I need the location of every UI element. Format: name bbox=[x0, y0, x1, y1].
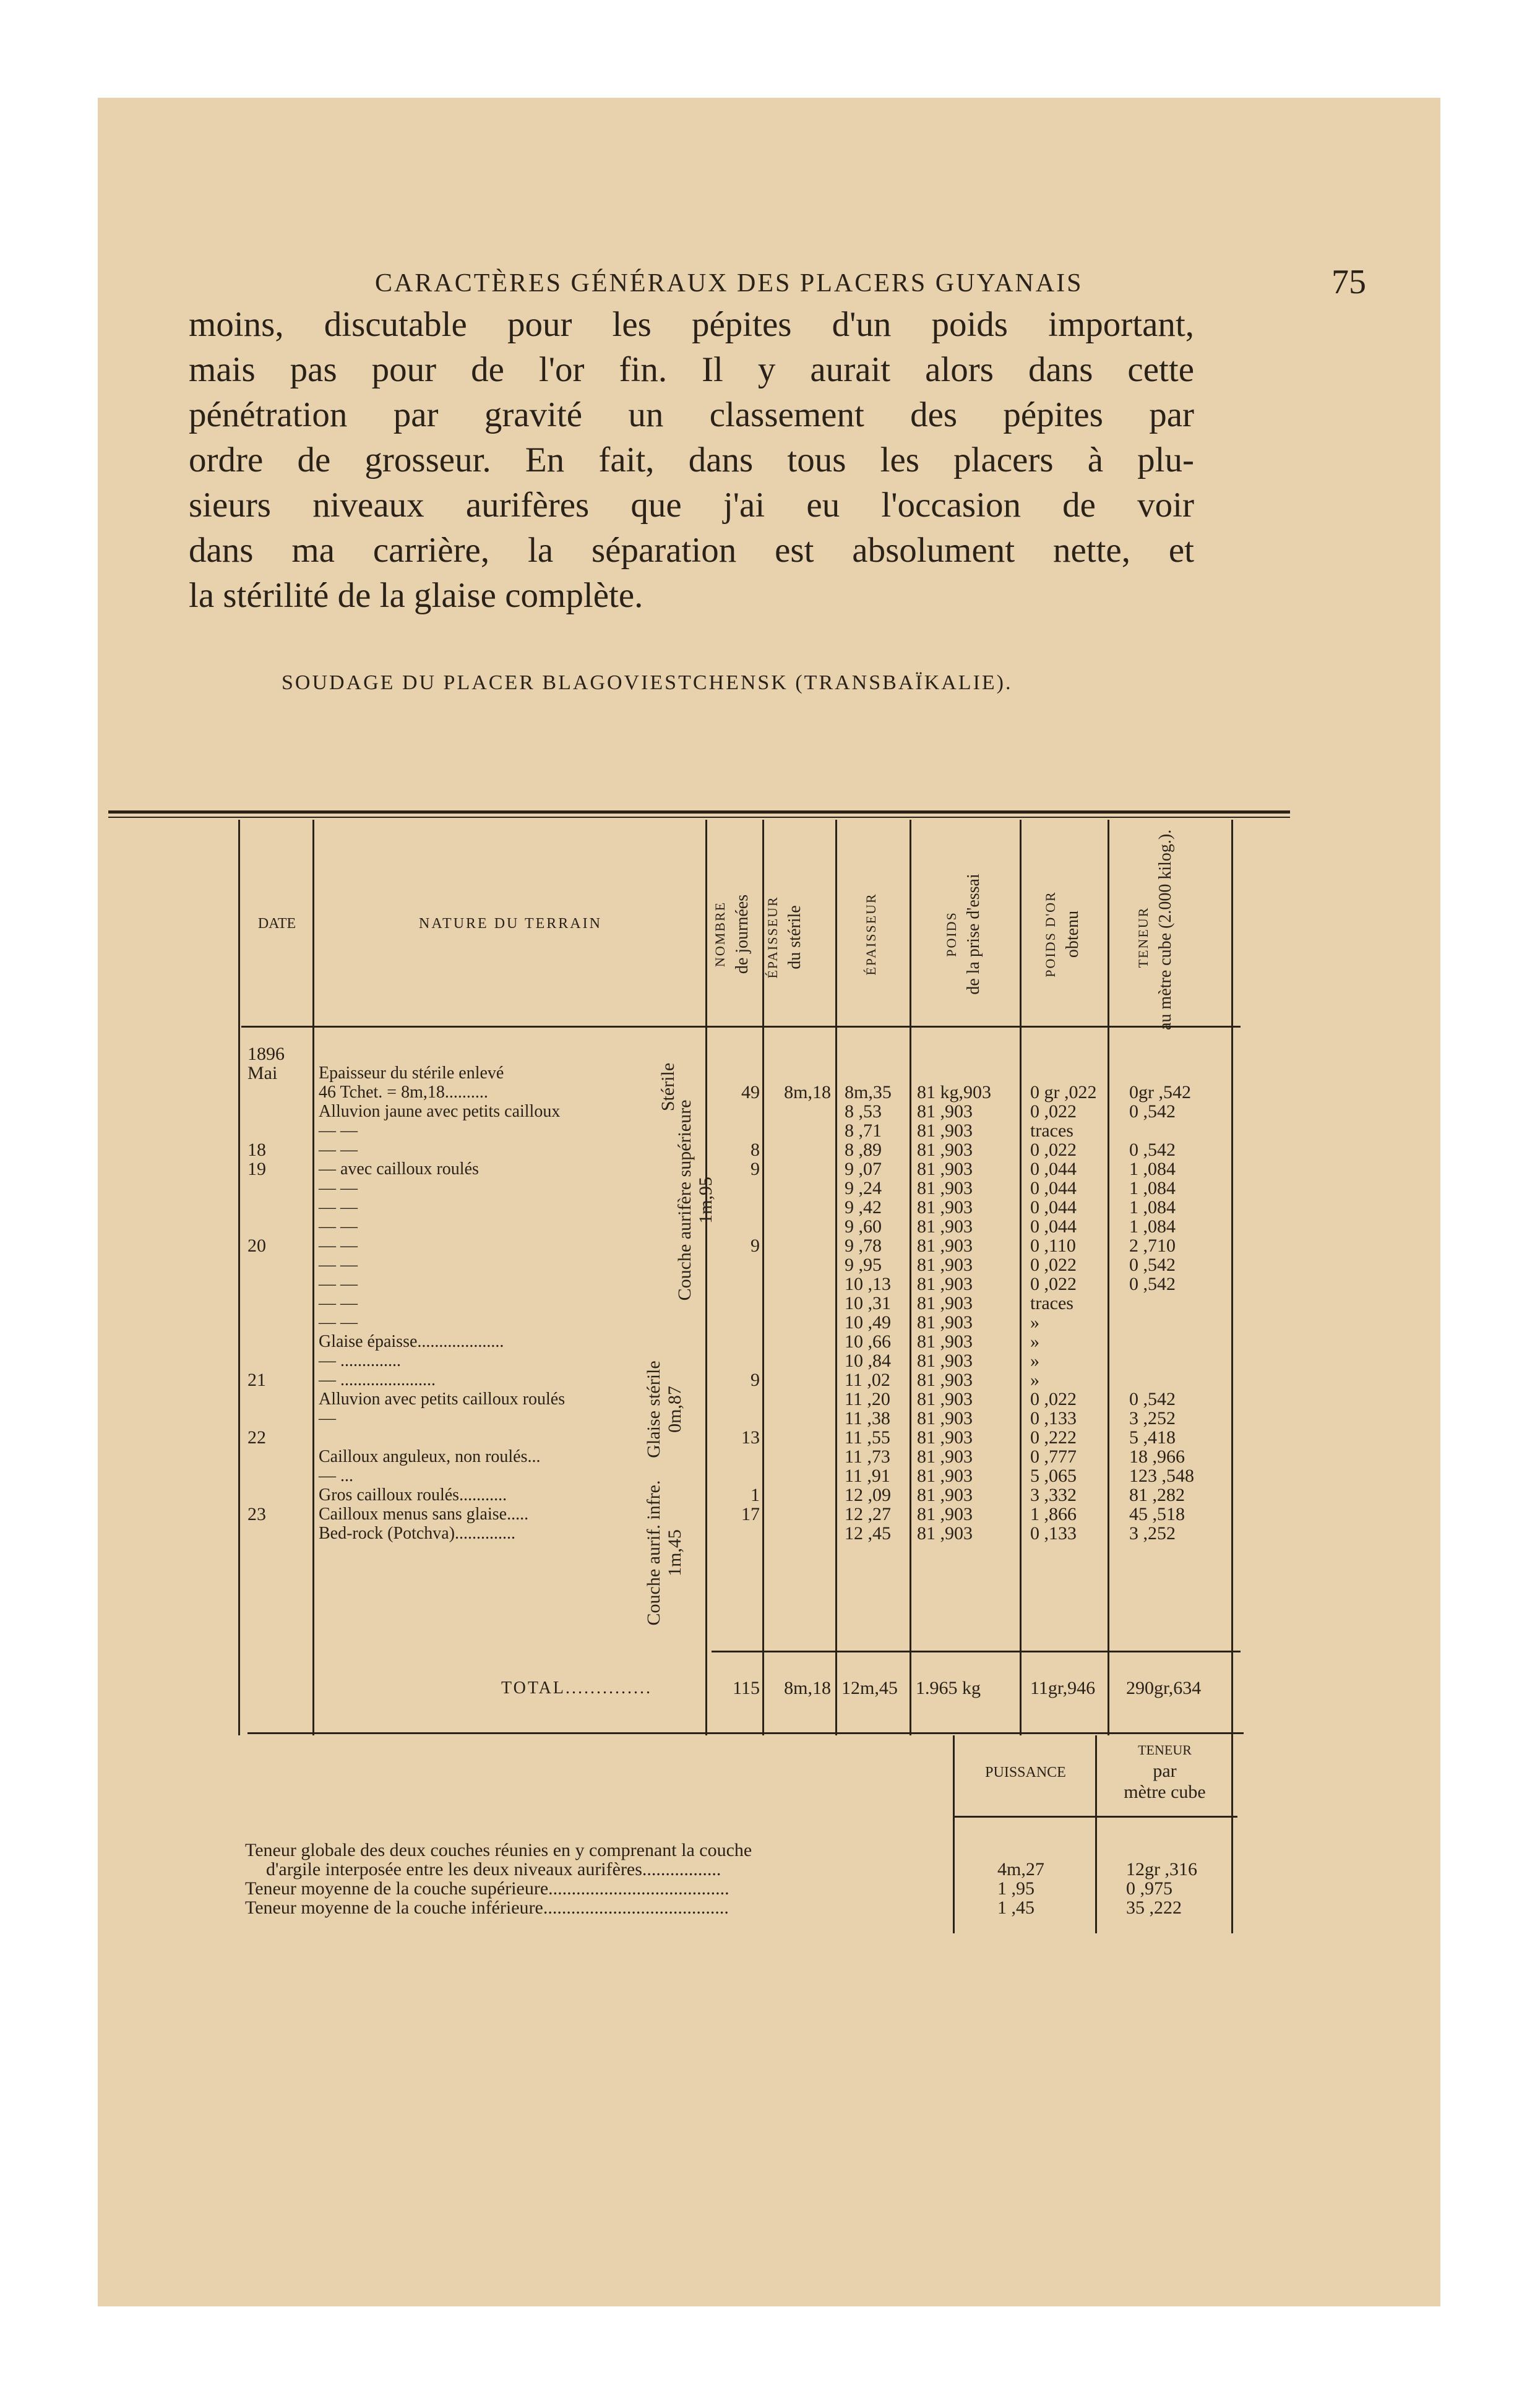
cell-teneur: 1 ,084 bbox=[1129, 1197, 1176, 1218]
cell-teneur: 2 ,710 bbox=[1129, 1235, 1176, 1256]
cell-poids: 81 ,903 bbox=[917, 1255, 973, 1275]
summary-puissance: 1 ,45 bbox=[997, 1897, 1035, 1918]
cell-poids: 81 ,903 bbox=[917, 1312, 973, 1333]
cell-nature: — — bbox=[319, 1217, 358, 1236]
cell-epaisseur: 8m,35 bbox=[845, 1082, 892, 1102]
cell-nature: — — bbox=[319, 1294, 358, 1313]
summary-label: Teneur moyenne de la couche inférieure........................................ bbox=[245, 1897, 729, 1918]
total-journees: 115 bbox=[733, 1678, 760, 1698]
cell-or: 0 ,022 bbox=[1030, 1255, 1077, 1275]
cell-poids: 81 kg,903 bbox=[917, 1082, 991, 1102]
col-header-nature: NATURE DU TERRAIN bbox=[419, 916, 602, 932]
cell-or: 3 ,332 bbox=[1030, 1485, 1077, 1505]
cell-epaisseur: 11 ,38 bbox=[845, 1408, 890, 1429]
cell-epaisseur: 10 ,31 bbox=[845, 1293, 891, 1313]
brace-label-sterile: Stérile bbox=[658, 1062, 678, 1112]
cell-poids: 81 ,903 bbox=[917, 1235, 973, 1256]
cell-journees: 49 bbox=[741, 1082, 760, 1102]
cell-or: 0 ,022 bbox=[1030, 1274, 1077, 1294]
cell-epaisseur: 12 ,45 bbox=[845, 1523, 891, 1544]
cell-teneur: 18 ,966 bbox=[1129, 1446, 1185, 1467]
cell-nature: — — bbox=[319, 1274, 358, 1294]
col-divider bbox=[238, 820, 240, 1735]
cell-date: 21 bbox=[247, 1370, 266, 1390]
cell-nature: — bbox=[319, 1409, 336, 1428]
page-header bbox=[364, 262, 1379, 306]
col-header-poids: POIDS de la prise d'essai bbox=[944, 874, 983, 995]
cell-epaisseur: 10 ,66 bbox=[845, 1331, 891, 1352]
cell-epaisseur: 12 ,27 bbox=[845, 1504, 891, 1524]
cell-or: » bbox=[1030, 1312, 1039, 1333]
cell-poids: 81 ,903 bbox=[917, 1427, 973, 1448]
total-sterile: 8m,18 bbox=[784, 1678, 831, 1698]
cell-nature: — — bbox=[319, 1255, 358, 1274]
body-line: pénétration par gravité un classement des pépites par bbox=[189, 395, 1194, 434]
col-divider bbox=[910, 820, 911, 1735]
summary-head-puissance: PUISSANCE bbox=[985, 1764, 1066, 1781]
col-divider bbox=[1095, 1735, 1097, 1933]
cell-poids: 81 ,903 bbox=[917, 1274, 973, 1294]
cell-teneur: 0 ,542 bbox=[1129, 1140, 1176, 1160]
brace-label-superieure: Couche aurifère supérieure 1m,95 bbox=[674, 1099, 716, 1301]
total-epaisseur: 12m,45 bbox=[841, 1678, 898, 1698]
cell-epaisseur: 8 ,53 bbox=[845, 1101, 882, 1122]
cell-teneur: 1 ,084 bbox=[1129, 1178, 1176, 1198]
cell-poids: 81 ,903 bbox=[917, 1216, 973, 1237]
col-header-teneur: TENEUR au mètre cube (2.000 kilog.). bbox=[1135, 829, 1175, 1030]
cell-sterile: 8m,18 bbox=[784, 1082, 831, 1102]
cell-journees: 1 bbox=[751, 1485, 760, 1505]
cell-poids: 81 ,903 bbox=[917, 1351, 973, 1371]
summary-puissance: 4m,27 bbox=[997, 1859, 1044, 1880]
cell-epaisseur: 11 ,02 bbox=[845, 1370, 890, 1390]
cell-date: 19 bbox=[247, 1159, 266, 1179]
cell-or: 0 ,044 bbox=[1030, 1159, 1077, 1179]
cell-or: 0 ,222 bbox=[1030, 1427, 1077, 1448]
cell-nature: Alluvion jaune avec petits cailloux bbox=[319, 1102, 561, 1121]
cell-nature: — — bbox=[319, 1236, 358, 1255]
cell-epaisseur: 8 ,89 bbox=[845, 1140, 882, 1160]
body-line: moins, discutable pour les pépites d'un poids important, bbox=[189, 305, 1194, 344]
cell-date: 20 bbox=[247, 1235, 266, 1256]
cell-nature: Bed-rock (Potchva).............. bbox=[319, 1524, 516, 1543]
page-number: 75 bbox=[1331, 263, 1366, 301]
cell-date: 23 bbox=[247, 1504, 266, 1524]
cell-teneur: 1 ,084 bbox=[1129, 1159, 1176, 1179]
cell-epaisseur: 9 ,60 bbox=[845, 1216, 882, 1237]
cell-date: 22 bbox=[247, 1427, 266, 1448]
cell-teneur: 0 ,542 bbox=[1129, 1255, 1176, 1275]
col-divider bbox=[1231, 820, 1233, 1735]
body-line: sieurs niveaux aurifères que j'ai eu l'occasion de voir bbox=[189, 486, 1194, 525]
cell-or: » bbox=[1030, 1331, 1039, 1352]
cell-or: » bbox=[1030, 1370, 1039, 1390]
cell-journees: 9 bbox=[751, 1159, 760, 1179]
cell-or: 0 ,133 bbox=[1030, 1408, 1077, 1429]
cell-poids: 81 ,903 bbox=[917, 1408, 973, 1429]
total-poids: 1.965 kg bbox=[916, 1678, 981, 1698]
cell-epaisseur: 8 ,71 bbox=[845, 1120, 882, 1141]
col-divider bbox=[1020, 820, 1022, 1735]
body-line: dans ma carrière, la séparation est absolument nette, et bbox=[189, 531, 1194, 570]
summary-rule bbox=[247, 1732, 1244, 1734]
cell-or: traces bbox=[1030, 1293, 1073, 1313]
cell-epaisseur: 9 ,95 bbox=[845, 1255, 882, 1275]
cell-poids: 81 ,903 bbox=[917, 1446, 973, 1467]
cell-or: 1 ,866 bbox=[1030, 1504, 1077, 1524]
body-line: mais pas pour de l'or fin. Il y aurait alors dans cette bbox=[189, 350, 1194, 389]
cell-epaisseur: 9 ,24 bbox=[845, 1178, 882, 1198]
cell-poids: 81 ,903 bbox=[917, 1293, 973, 1313]
cell-epaisseur: 10 ,84 bbox=[845, 1351, 891, 1371]
summary-label: d'argile interposée entre les deux niveaux aurifères................. bbox=[266, 1859, 721, 1880]
cell-epaisseur: 11 ,55 bbox=[845, 1427, 890, 1448]
cell-poids: 81 ,903 bbox=[917, 1159, 973, 1179]
table-top-rule bbox=[108, 810, 1290, 814]
cell-or: 0 ,133 bbox=[1030, 1523, 1077, 1544]
cell-teneur: 123 ,548 bbox=[1129, 1466, 1194, 1486]
body-line: ordre de grosseur. En fait, dans tous les placers à plu- bbox=[189, 440, 1194, 479]
cell-poids: 81 ,903 bbox=[917, 1523, 973, 1544]
col-header-poids-or: POIDS D'OR obtenu bbox=[1043, 891, 1082, 977]
running-title: CARACTÈRES GÉNÉRAUX DES PLACERS GUYANAIS bbox=[375, 269, 1083, 298]
col-header-date: DATE bbox=[257, 916, 296, 932]
cell-nature: — — bbox=[319, 1179, 358, 1198]
cell-nature: — ... bbox=[319, 1466, 353, 1485]
cell-poids: 81 ,903 bbox=[917, 1178, 973, 1198]
cell-teneur: 0gr ,542 bbox=[1129, 1082, 1191, 1102]
cell-epaisseur: 10 ,49 bbox=[845, 1312, 891, 1333]
cell-teneur: 1 ,084 bbox=[1129, 1216, 1176, 1237]
cell-or: traces bbox=[1030, 1120, 1073, 1141]
cell-journees: 13 bbox=[741, 1427, 760, 1448]
cell-journees: 17 bbox=[741, 1504, 760, 1524]
brace-label-inferieure: Couche aurif. infre. 1m,45 bbox=[643, 1480, 685, 1626]
table-caption: SOUDAGE DU PLACER BLAGOVIESTCHENSK (TRANSBAÏKALIE). bbox=[282, 671, 1013, 694]
cell-or: 0 gr ,022 bbox=[1030, 1082, 1097, 1102]
cell-teneur: 81 ,282 bbox=[1129, 1485, 1185, 1505]
body-line: la stérilité de la glaise complète. bbox=[189, 576, 643, 615]
cell-date: 18 bbox=[247, 1140, 266, 1160]
cell-or: 0 ,044 bbox=[1030, 1178, 1077, 1198]
cell-poids: 81 ,903 bbox=[917, 1485, 973, 1505]
brace-label-glaise: Glaise stérile 0m,87 bbox=[643, 1360, 685, 1458]
col-divider bbox=[312, 820, 314, 1735]
cell-epaisseur: 11 ,91 bbox=[845, 1466, 890, 1486]
cell-poids: 81 ,903 bbox=[917, 1389, 973, 1409]
cell-nature: Cailloux anguleux, non roulés... bbox=[319, 1447, 541, 1466]
cell-nature: — avec cailloux roulés bbox=[319, 1159, 479, 1179]
col-divider bbox=[953, 1735, 955, 1933]
cell-nature: — — bbox=[319, 1313, 358, 1332]
summary-teneur: 0 ,975 bbox=[1126, 1878, 1172, 1899]
cell-or: 0 ,044 bbox=[1030, 1216, 1077, 1237]
col-divider bbox=[1231, 1735, 1233, 1933]
summary-label: Teneur moyenne de la couche supérieure....................................... bbox=[245, 1878, 729, 1899]
cell-journees: 8 bbox=[751, 1140, 760, 1160]
cell-teneur: 3 ,252 bbox=[1129, 1408, 1176, 1429]
cell-nature: 46 Tchet. = 8m,18.......... bbox=[319, 1083, 488, 1102]
cell-poids: 81 ,903 bbox=[917, 1120, 973, 1141]
cell-or: 0 ,022 bbox=[1030, 1101, 1077, 1122]
summary-teneur: 35 ,222 bbox=[1126, 1897, 1182, 1918]
total-label: TOTAL.............. bbox=[501, 1678, 653, 1698]
cell-epaisseur: 9 ,07 bbox=[845, 1159, 882, 1179]
table-top-rule-thin bbox=[108, 817, 1290, 818]
total-or: 11gr,946 bbox=[1030, 1678, 1096, 1698]
col-header-epaisseur: ÉPAISSEUR bbox=[863, 893, 879, 976]
total-rule bbox=[712, 1651, 1241, 1652]
cell-or: 0 ,110 bbox=[1030, 1235, 1076, 1256]
cell-date: Mai bbox=[247, 1063, 278, 1083]
col-header-journees: NOMBRE de journées bbox=[712, 894, 752, 974]
cell-nature: — .............. bbox=[319, 1351, 401, 1370]
cell-nature: Epaisseur du stérile enlevé bbox=[319, 1063, 504, 1083]
cell-teneur: 45 ,518 bbox=[1129, 1504, 1185, 1524]
cell-teneur: 0 ,542 bbox=[1129, 1274, 1176, 1294]
cell-poids: 81 ,903 bbox=[917, 1197, 973, 1218]
cell-nature: — — bbox=[319, 1198, 358, 1217]
cell-nature: Alluvion avec petits cailloux roulés bbox=[319, 1390, 566, 1409]
cell-epaisseur: 11 ,20 bbox=[845, 1389, 890, 1409]
summary-label: Teneur globale des deux couches réunies en y comprenant la couche bbox=[245, 1840, 752, 1860]
cell-poids: 81 ,903 bbox=[917, 1140, 973, 1160]
cell-or: 0 ,777 bbox=[1030, 1446, 1077, 1467]
cell-teneur: 5 ,418 bbox=[1129, 1427, 1176, 1448]
cell-or: 0 ,022 bbox=[1030, 1389, 1077, 1409]
summary-puissance: 1 ,95 bbox=[997, 1878, 1035, 1899]
cell-nature: — — bbox=[319, 1121, 358, 1140]
col-divider bbox=[1108, 820, 1109, 1735]
col-divider bbox=[835, 820, 837, 1735]
cell-or: 0 ,022 bbox=[1030, 1140, 1077, 1160]
cell-date: 1896 bbox=[247, 1044, 285, 1064]
cell-journees: 9 bbox=[751, 1235, 760, 1256]
cell-nature: Cailloux menus sans glaise..... bbox=[319, 1505, 529, 1524]
cell-epaisseur: 10 ,13 bbox=[845, 1274, 891, 1294]
cell-epaisseur: 9 ,42 bbox=[845, 1197, 882, 1218]
cell-poids: 81 ,903 bbox=[917, 1370, 973, 1390]
cell-epaisseur: 9 ,78 bbox=[845, 1235, 882, 1256]
col-header-epaisseur-sterile: ÉPAISSEUR du stérile bbox=[765, 896, 804, 979]
body-paragraph bbox=[189, 302, 1194, 618]
cell-nature: Gros cailloux roulés........... bbox=[319, 1485, 507, 1505]
cell-nature: — ...................... bbox=[319, 1370, 436, 1390]
cell-poids: 81 ,903 bbox=[917, 1504, 973, 1524]
summary-teneur: 12gr ,316 bbox=[1126, 1859, 1197, 1880]
cell-teneur: 0 ,542 bbox=[1129, 1389, 1176, 1409]
cell-journees: 9 bbox=[751, 1370, 760, 1390]
cell-epaisseur: 12 ,09 bbox=[845, 1485, 891, 1505]
cell-or: 0 ,044 bbox=[1030, 1197, 1077, 1218]
cell-or: » bbox=[1030, 1351, 1039, 1371]
cell-poids: 81 ,903 bbox=[917, 1101, 973, 1122]
cell-nature: — — bbox=[319, 1140, 358, 1159]
cell-poids: 81 ,903 bbox=[917, 1466, 973, 1486]
summary-head-teneur: TENEUR par mètre cube bbox=[1124, 1742, 1206, 1802]
cell-epaisseur: 11 ,73 bbox=[845, 1446, 890, 1467]
cell-poids: 81 ,903 bbox=[917, 1331, 973, 1352]
total-teneur: 290gr,634 bbox=[1126, 1678, 1202, 1698]
cell-teneur: 0 ,542 bbox=[1129, 1101, 1176, 1122]
cell-nature: Glaise épaisse.................... bbox=[319, 1332, 504, 1351]
cell-teneur: 3 ,252 bbox=[1129, 1523, 1176, 1544]
cell-or: 5 ,065 bbox=[1030, 1466, 1077, 1486]
